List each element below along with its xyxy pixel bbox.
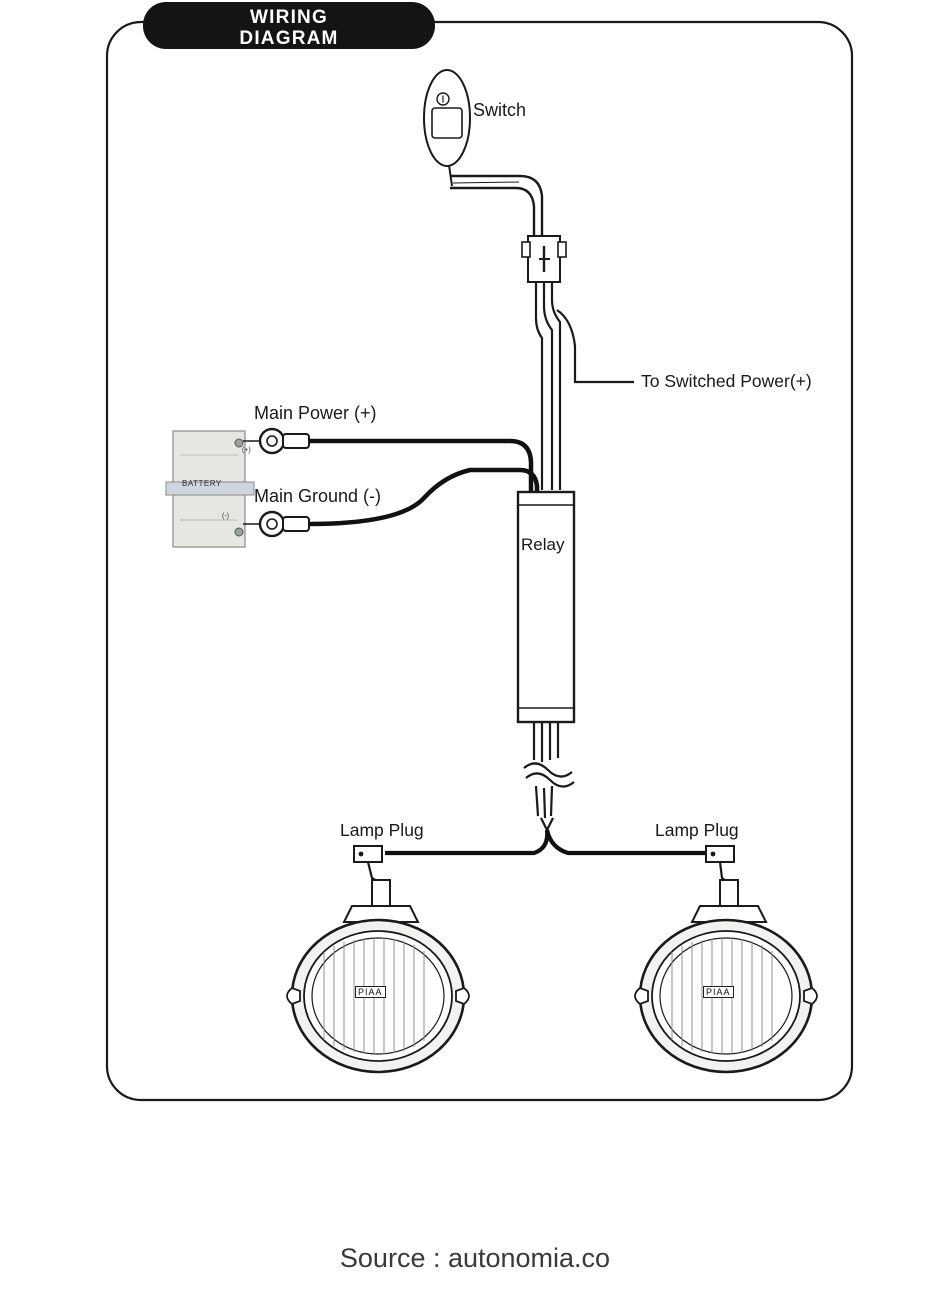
- wiring-diagram-banner: [143, 2, 435, 49]
- banner-line-2: DIAGRAM: [239, 28, 339, 49]
- lamp-left-brand-mark: PIAA: [355, 986, 386, 998]
- relay-feed-wires: [536, 282, 634, 490]
- label-main-power: Main Power (+): [254, 403, 377, 423]
- switch-connector: [522, 236, 566, 282]
- ring-terminal-negative: [243, 512, 309, 536]
- switch-harness-wires: [450, 176, 542, 238]
- lamp-right-graphic: [635, 880, 817, 1072]
- lamp-plug-left-connector: [354, 846, 382, 884]
- battery-body-text: BATTERY: [182, 479, 222, 488]
- label-switched-power: To Switched Power(+): [641, 371, 812, 391]
- lamp-right-brand-mark: PIAA: [703, 986, 734, 998]
- label-lamp-plug-right: Lamp Plug: [655, 820, 739, 840]
- label-main-ground: Main Ground (-): [254, 486, 382, 506]
- relay-graphic: [518, 492, 574, 722]
- label-relay: Relay: [521, 535, 565, 554]
- switch-graphic: [424, 70, 470, 186]
- relay-output-wires: [524, 722, 574, 830]
- label-lamp-plug-left: Lamp Plug: [340, 820, 424, 840]
- lamp-plug-right-connector: [706, 846, 734, 884]
- main-power-wire: [309, 441, 531, 492]
- battery-graphic: [166, 431, 254, 547]
- banner-line-1: WIRING: [250, 7, 328, 28]
- label-switch: Switch: [473, 100, 527, 120]
- lamp-left-graphic: [287, 880, 469, 1072]
- source-credit: Source : autonomia.co: [339, 1243, 611, 1273]
- battery-negative-terminal-label: (-): [222, 513, 229, 520]
- battery-positive-terminal-label: (+): [242, 447, 251, 454]
- ring-terminal-positive: [243, 429, 309, 453]
